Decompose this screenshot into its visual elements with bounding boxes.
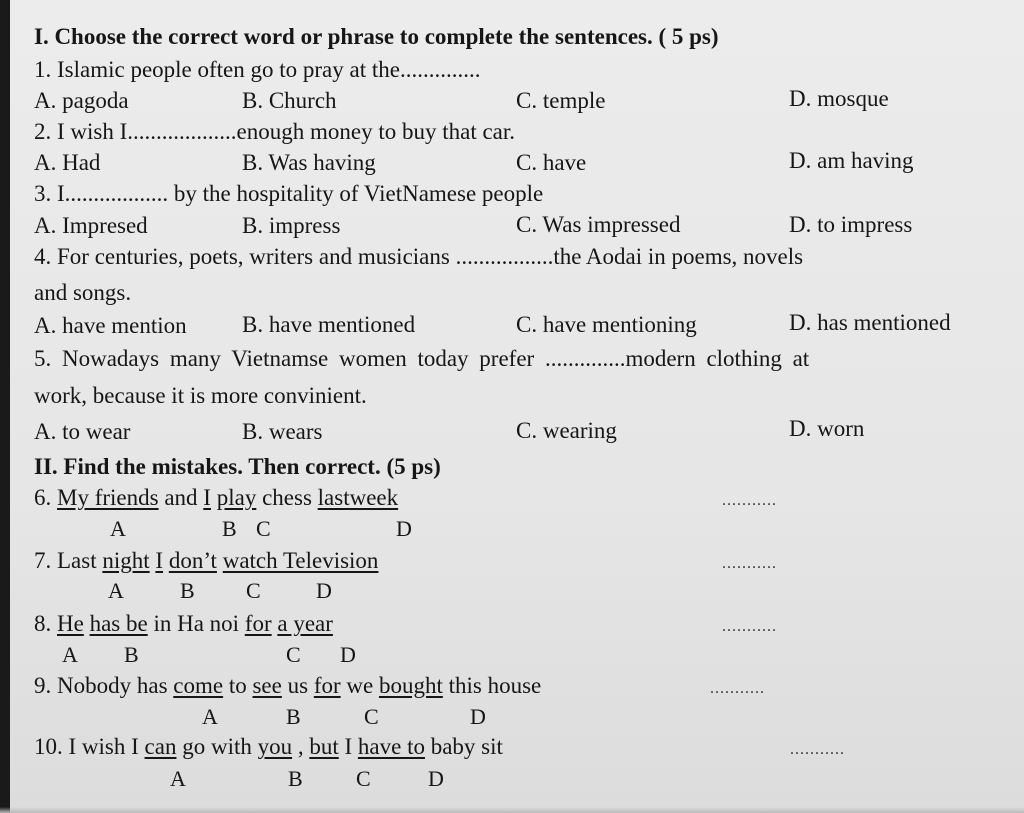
q7-letter-c: C	[246, 578, 261, 603]
q10-letter-b: B	[288, 766, 303, 791]
q8-letter-a: A	[62, 642, 78, 667]
question-5-stem-cont: work, because it is more convinient.	[34, 383, 367, 408]
q10-letter-c: C	[356, 766, 371, 791]
mistake-7-sentence: 7. Last night I don’t watch Television	[34, 548, 379, 573]
photo-shadow	[0, 807, 1024, 813]
answer-blank-7[interactable]: ...........	[722, 555, 777, 572]
q7-letter-b: B	[180, 578, 195, 603]
q4-option-d[interactable]: D. has mentioned	[789, 310, 951, 335]
mistake-10-sentence: 10. I wish I can go with you , but I have to baby sit	[34, 734, 503, 759]
q9-letter-b: B	[286, 704, 301, 729]
q1-option-b[interactable]: B. Church	[242, 88, 337, 113]
q4-option-b[interactable]: B. have mentioned	[242, 312, 416, 337]
q4-option-c[interactable]: C. have mentioning	[516, 312, 697, 337]
q9-letter-c: C	[364, 704, 379, 729]
q6-letter-b: B	[222, 516, 237, 541]
q8-letter-c: C	[286, 642, 301, 667]
question-2-stem: 2. I wish I...................enough money to buy that car.	[34, 119, 516, 144]
mistake-6-sentence: 6. My friends and I play chess lastweek	[34, 485, 399, 510]
q8-letter-d: D	[340, 642, 356, 667]
q10-letter-a: A	[170, 766, 186, 791]
q2-option-c[interactable]: C. have	[516, 150, 587, 175]
mistake-9-sentence: 9. Nobody has come to see us for we bought this house	[34, 673, 542, 698]
q5-option-d[interactable]: D. worn	[789, 416, 865, 441]
q1-option-d[interactable]: D. mosque	[789, 86, 889, 111]
q1-option-c[interactable]: C. temple	[516, 88, 606, 113]
question-4-stem: 4. For centuries, poets, writers and musicians .................the Aodai in poems, novels	[34, 244, 804, 269]
answer-blank-6[interactable]: ...........	[722, 492, 777, 509]
question-4-stem-cont: and songs.	[34, 280, 132, 305]
q7-letter-d: D	[316, 578, 332, 603]
q10-letter-d: D	[428, 766, 444, 791]
q6-letter-c: C	[256, 516, 271, 541]
q3-option-c[interactable]: C. Was impressed	[516, 212, 681, 237]
photo-dark-edge	[0, 0, 10, 813]
q8-letter-b: B	[124, 642, 139, 667]
section1-heading: I. Choose the correct word or phrase to complete the sentences. ( 5 ps)	[34, 24, 719, 49]
answer-blank-9[interactable]: ...........	[710, 680, 765, 697]
q2-option-a[interactable]: A. Had	[34, 150, 101, 175]
q2-option-d[interactable]: D. am having	[789, 148, 914, 173]
q3-option-d[interactable]: D. to impress	[789, 212, 913, 237]
answer-blank-10[interactable]: ...........	[790, 741, 845, 758]
q4-option-a[interactable]: A. have mention	[34, 313, 187, 338]
q6-letter-a: A	[110, 516, 126, 541]
question-5-stem: 5. Nowadays many Vietnamse women today prefer ..............modern clothing at	[34, 346, 810, 371]
mistake-8-sentence: 8. He has be in Ha noi for a year	[34, 611, 333, 636]
q6-letter-d: D	[396, 516, 412, 541]
question-1-stem: 1. Islamic people often go to pray at the..............	[34, 57, 481, 82]
q5-option-a[interactable]: A. to wear	[34, 419, 131, 444]
q5-option-b[interactable]: B. wears	[242, 419, 323, 444]
q2-option-b[interactable]: B. Was having	[242, 150, 376, 175]
question-3-stem: 3. I.................. by the hospitality of VietNamese people	[34, 181, 544, 206]
q3-option-a[interactable]: A. Impresed	[34, 213, 148, 238]
q3-option-b[interactable]: B. impress	[242, 213, 341, 238]
q9-letter-d: D	[470, 704, 486, 729]
q1-option-a[interactable]: A. pagoda	[34, 88, 129, 113]
q5-option-c[interactable]: C. wearing	[516, 418, 617, 443]
answer-blank-8[interactable]: ...........	[722, 618, 777, 635]
q7-letter-a: A	[108, 578, 124, 603]
q9-letter-a: A	[202, 704, 218, 729]
section2-heading: II. Find the mistakes. Then correct. (5 ps)	[34, 454, 441, 479]
